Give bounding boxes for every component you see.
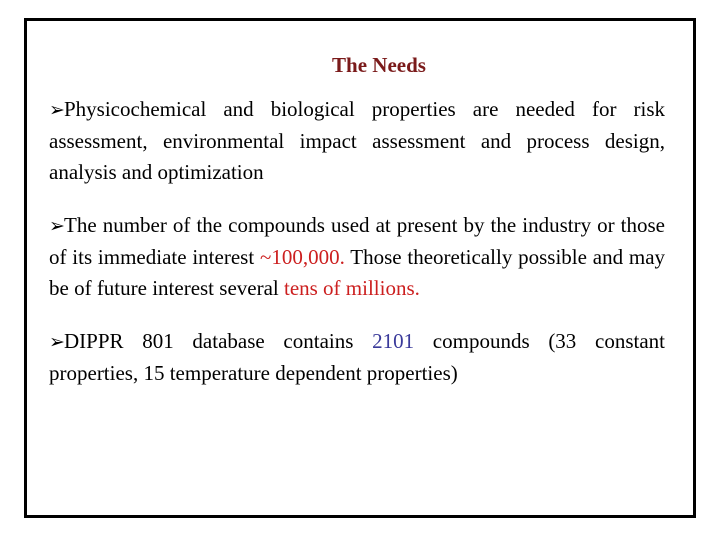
arrow-right-icon: ➢	[49, 215, 65, 237]
bullet-item-dippr-database	[49, 326, 665, 389]
arrow-right-icon: ➢	[49, 331, 65, 353]
highlight-compound-number: 2101	[372, 329, 415, 353]
bullet-text: Those theoretically possible and may be of future interest several	[49, 245, 666, 300]
bullet-item-compound-count	[49, 210, 665, 304]
bullet-text: The number of the compounds used at present by the industry or those of its immediate interest	[49, 213, 665, 269]
slide-frame	[24, 18, 696, 518]
slide-title: The Needs	[332, 53, 426, 77]
bullet-text: DIPPR 801 database contains	[64, 329, 373, 353]
bullet-text: compounds (33 constant properties, 15 temperature dependent properties)	[49, 329, 665, 385]
arrow-right-icon: ➢	[49, 99, 65, 121]
bullet-item-properties	[49, 94, 665, 188]
bullet-list	[49, 94, 665, 389]
highlight-count-future: tens of millions.	[283, 276, 420, 300]
highlight-count-current: ~100,000.	[259, 245, 345, 269]
bullet-text: Physicochemical and biological properties are needed for risk assessment, environmental impact assessment and process design, analysis and optimization	[49, 97, 665, 184]
